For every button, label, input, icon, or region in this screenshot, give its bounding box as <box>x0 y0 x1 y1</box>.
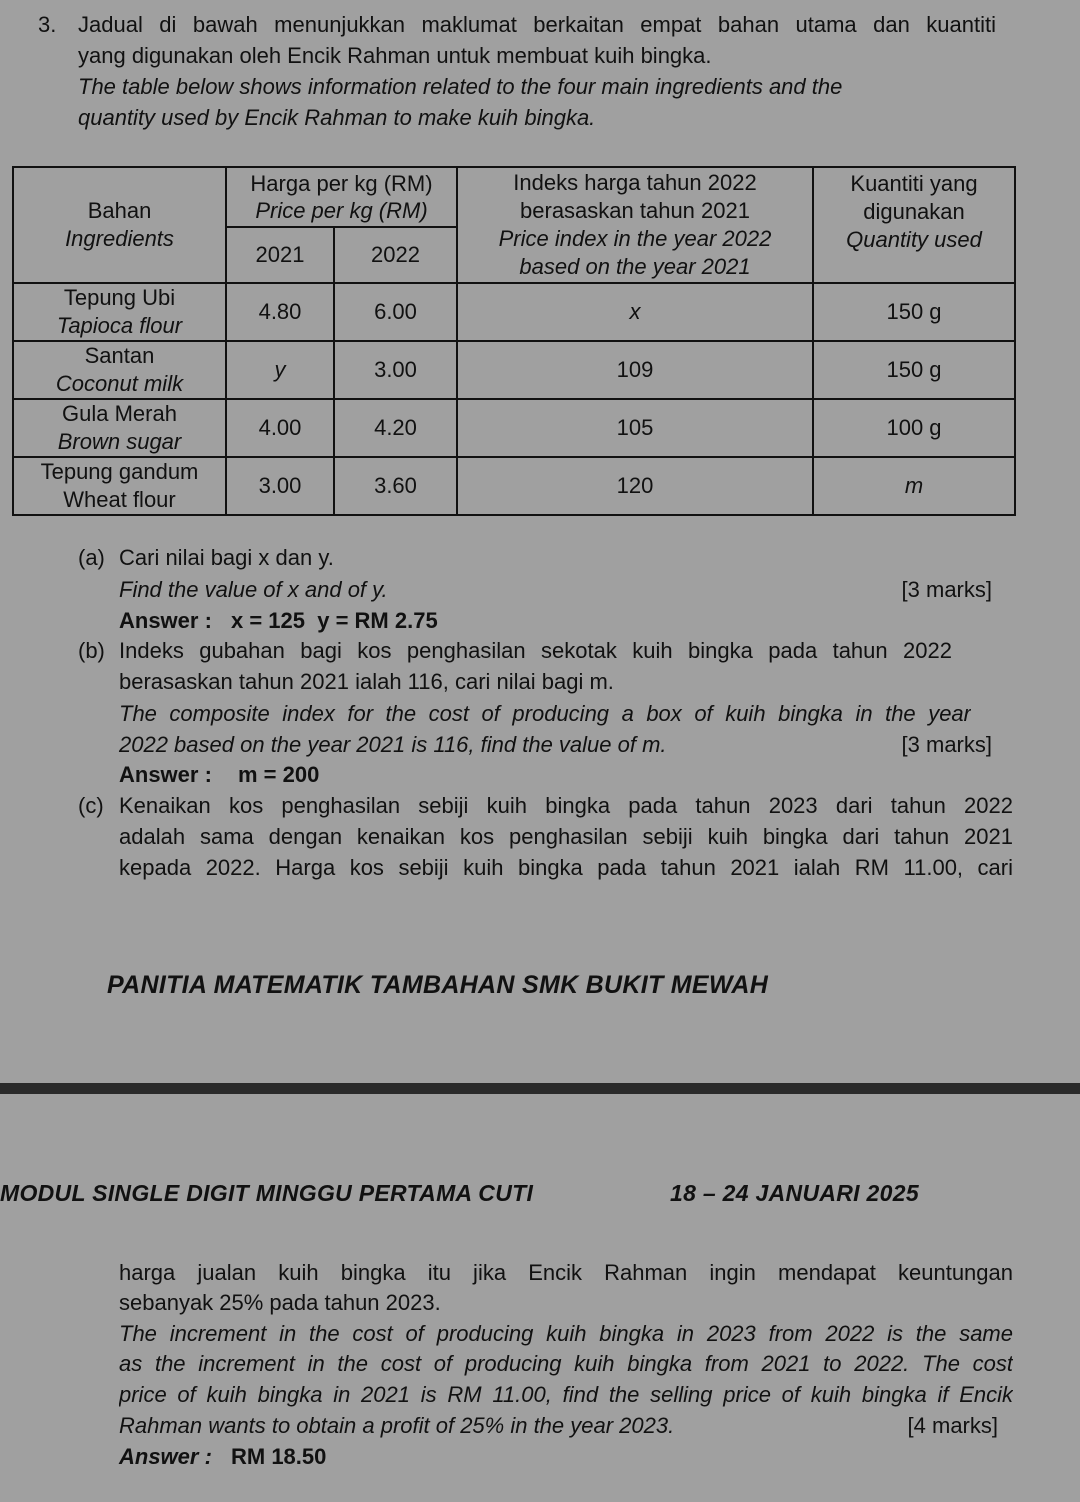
ingredients-table <box>12 166 1016 516</box>
table-row: Tepung gandum Wheat flour 3.00 3.60 120 m <box>13 457 1015 515</box>
part-a-answer-label: Answer : <box>119 608 212 633</box>
header-index: Indeks harga tahun 2022 berasaskan tahun 2021 Price index in the year 2022 based on the year 2021 <box>457 167 813 283</box>
part-b-answer-label: Answer : <box>119 762 212 787</box>
header-ingredient: Bahan Ingredients <box>13 167 226 283</box>
part-b-ms-1: Indeks gubahan bagi kos penghasilan sekotak kuih bingka pada tahun 2022 <box>119 638 952 663</box>
part-b-label: (b) <box>78 638 105 663</box>
part-b-answer: m = 200 <box>238 762 320 787</box>
header-price: Harga per kg (RM) Price per kg (RM) <box>226 167 457 227</box>
intro-en-1: The table below shows information related to the four main ingredients and the <box>78 74 843 99</box>
part-c-ms-5: sebanyak 25% pada tahun 2023. <box>119 1290 441 1315</box>
part-b-en-1: The composite index for the cost of producing a box of kuih bingka in the year <box>119 701 971 726</box>
part-c-answer-label: Answer : <box>119 1444 212 1469</box>
part-c-label: (c) <box>78 793 104 818</box>
part-b-ms-2: berasaskan tahun 2021 ialah 116, cari nilai bagi m. <box>119 669 614 694</box>
intro-en-2: quantity used by Encik Rahman to make kuih bingka. <box>78 105 596 130</box>
part-c-answer: RM 18.50 <box>231 1444 327 1469</box>
part-c-ms-3: kepada 2022. Harga kos sebiji kuih bingka pada tahun 2021 ialah RM 11.00, cari <box>119 855 1013 880</box>
table-row: Gula Merah Brown sugar 4.00 4.20 105 100 g <box>13 399 1015 457</box>
part-a-ms: Cari nilai bagi x dan y. <box>119 545 334 570</box>
module-header: MODUL SINGLE DIGIT MINGGU PERTAMA CUTI <box>0 1180 534 1206</box>
intro-ms-1: Jadual di bawah menunjukkan maklumat berkaitan empat bahan utama dan kuantiti <box>78 12 996 37</box>
part-a-answer: x = 125 y = RM 2.75 <box>231 608 438 633</box>
table-row: Tepung Ubi Tapioca flour 4.80 6.00 x 150 g <box>13 283 1015 341</box>
committee-footer: PANITIA MATEMATIK TAMBAHAN SMK BUKIT MEWAH <box>107 971 769 999</box>
page-divider <box>0 1083 1080 1094</box>
header-year-2021: 2021 <box>226 227 334 283</box>
part-a-en: Find the value of x and of y. <box>119 577 388 602</box>
part-b-marks: [3 marks] <box>901 732 992 757</box>
part-a-label: (a) <box>78 545 105 570</box>
header-quantity: Kuantiti yang digunakan Quantity used <box>813 167 1015 283</box>
part-c-ms-2: adalah sama dengan kenaikan kos penghasilan sebiji kuih bingka dari tahun 2021 <box>119 824 1013 849</box>
part-a-marks: [3 marks] <box>901 577 992 602</box>
part-c-en-3: price of kuih bingka in 2021 is RM 11.00, find the selling price of kuih bingka if Encik <box>119 1382 1013 1407</box>
part-c-ms-4: harga jualan kuih bingka itu jika Encik Rahman ingin mendapat keuntungan <box>119 1260 1013 1285</box>
part-c-en-4: Rahman wants to obtain a profit of 25% in the year 2023. <box>119 1413 675 1438</box>
part-c-marks: [4 marks] <box>907 1413 998 1438</box>
module-dates: 18 – 24 JANUARI 2025 <box>670 1180 919 1206</box>
part-b-en-2: 2022 based on the year 2021 is 116, find the value of m. <box>119 732 667 757</box>
part-c-en-2: as the increment in the cost of producing kuih bingka from 2021 to 2022. The cost <box>119 1351 1013 1376</box>
question-number: 3. <box>38 12 57 37</box>
table-row: Santan Coconut milk y 3.00 109 150 g <box>13 341 1015 399</box>
intro-ms-2: yang digunakan oleh Encik Rahman untuk membuat kuih bingka. <box>78 43 712 68</box>
part-c-en-1: The increment in the cost of producing kuih bingka in 2023 from 2022 is the same <box>119 1321 1013 1346</box>
header-year-2022: 2022 <box>334 227 457 283</box>
part-c-ms-1: Kenaikan kos penghasilan sebiji kuih bingka pada tahun 2023 dari tahun 2022 <box>119 793 1013 818</box>
